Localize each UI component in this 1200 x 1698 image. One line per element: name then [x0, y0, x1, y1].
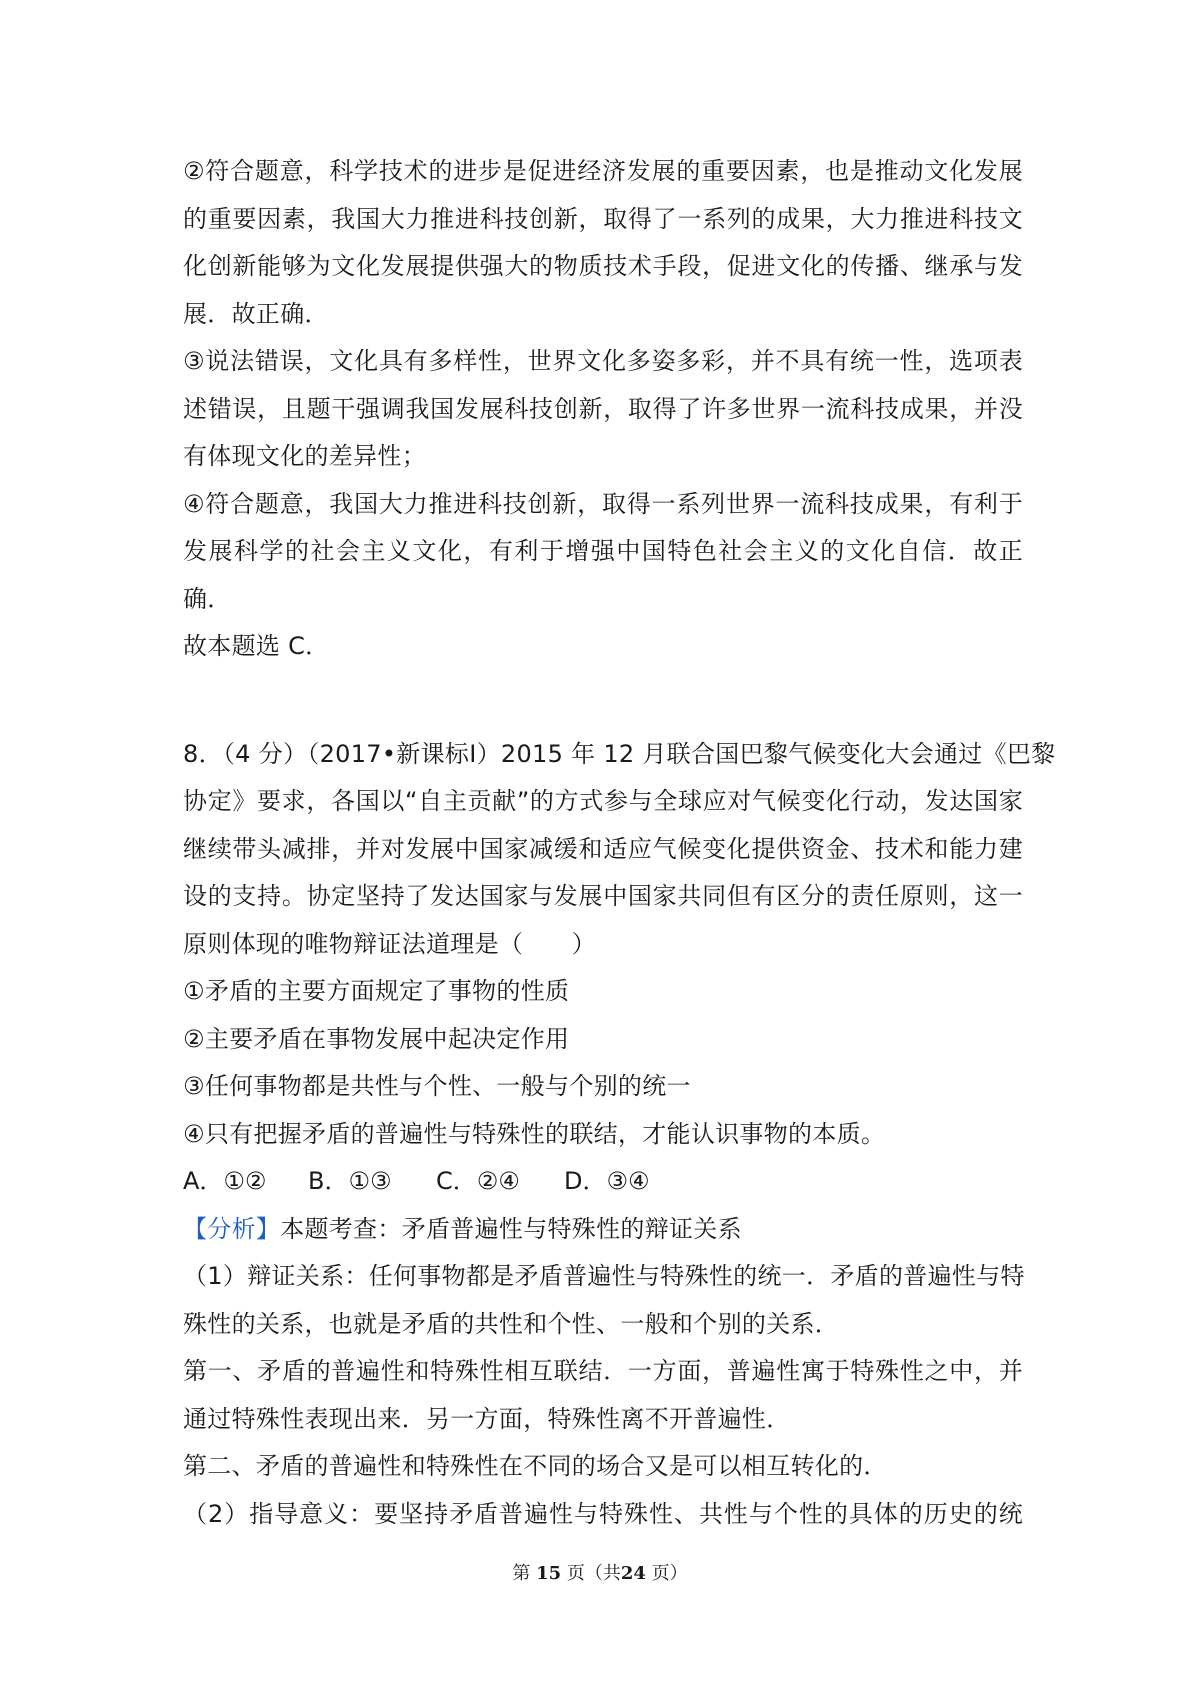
question-stem-line: 设的支持。协定坚持了发达国家与发展中国家共同但有区分的责任原则，这一 [183, 882, 1023, 910]
statement-2: ②主要矛盾在事物发展中起决定作用 [183, 1024, 570, 1053]
question-stem-line: 8．（4 分）（2017•新课标Ⅰ）2015 年 12 月联合国巴黎气候变化大会通过《巴黎 [183, 739, 1056, 768]
statement-4: ④只有把握矛盾的普遍性与特殊性的联结，才能认识事物的本质。 [183, 1119, 886, 1148]
question-stem-line: 继续带头减排，并对发展中国家减缓和适应气候变化提供资金、技术和能力建 [183, 834, 1023, 863]
analysis-line: （2）指导意义：要坚持矛盾普遍性与特殊性、共性与个性的具体的历史的统 [183, 1499, 1023, 1528]
analysis-line: （1）辩证关系：任何事物都是矛盾普遍性与特殊性的统一．矛盾的普遍性与特 [183, 1262, 1025, 1290]
question-stem-line: 原则体现的唯物辩证法道理是（ ） [183, 929, 597, 958]
analysis-heading-line [183, 1206, 1023, 1254]
statement-3: ③任何事物都是共性与个性、一般与个别的统一 [183, 1072, 691, 1100]
answer-line: 展．故正确． [183, 299, 329, 328]
footer-prefix: 第 [512, 1563, 531, 1584]
question-8-block [183, 731, 1056, 1206]
page-footer [0, 1560, 1200, 1588]
page-content [183, 148, 1056, 1538]
footer-suffix: 页） [651, 1563, 688, 1584]
section-gap [183, 671, 1023, 731]
analysis-line: 殊性的关系，也就是矛盾的共性和个性、一般和个别的关系． [183, 1309, 840, 1338]
question-stem-line: 协定》要求，各国以“自主贡献”的方式参与全球应对气候变化行动，发达国家 [183, 787, 1023, 815]
option-b: B．①③ [308, 1167, 392, 1195]
analysis-intro: 本题考查：矛盾普遍性与特殊性的辩证关系 [280, 1214, 742, 1243]
analysis-tag: 【分析】 [183, 1214, 281, 1243]
analysis-line: 第一、矛盾的普遍性和特殊性相互联结．一方面，普遍性寓于特殊性之中，并 [183, 1357, 1023, 1385]
answer-line: ④符合题意，我国大力推进科技创新，取得一系列世界一流科技成果，有利于 [183, 489, 1023, 518]
answer-line: 有体现文化的差异性； [183, 442, 426, 470]
answer-line: 化创新能够为文化发展提供强大的物质技术手段，促进文化的传播、继承与发 [183, 252, 1023, 280]
answer-line: 述错误，且题干强调我国发展科技创新，取得了许多世界一流科技成果，并没 [183, 394, 1023, 423]
footer-middle: 页（共 [566, 1563, 621, 1584]
answer-line: 确． [183, 584, 232, 613]
answer-line: 发展科学的社会主义文化，有利于增强中国特色社会主义的文化自信．故正 [183, 537, 1023, 565]
option-d: D．③④ [564, 1167, 650, 1195]
previous-answer-block [183, 148, 1023, 671]
answer-conclusion: 故本题选 C． [183, 632, 330, 660]
analysis-line: 通过特殊性表现出来．另一方面，特殊性离不开普遍性． [183, 1404, 791, 1433]
analysis-line: 第二、矛盾的普遍性和特殊性在不同的场合又是可以相互转化的． [183, 1452, 888, 1480]
answer-line: ②符合题意，科学技术的进步是促进经济发展的重要因素，也是推动文化发展 [183, 157, 1023, 185]
analysis-block [183, 1206, 1023, 1539]
answer-line: 的重要因素，我国大力推进科技创新，取得了一系列的成果，大力推进科技文 [183, 204, 1023, 233]
answer-line: ③说法错误，文化具有多样性，世界文化多姿多彩，并不具有统一性，选项表 [183, 347, 1023, 375]
answer-options [183, 1158, 1023, 1206]
option-a: A．①② [183, 1167, 267, 1195]
option-c: C．②④ [436, 1167, 520, 1195]
statement-1: ①矛盾的主要方面规定了事物的性质 [183, 977, 570, 1005]
footer-page-number: 15 [536, 1563, 562, 1584]
footer-total-pages: 24 [620, 1563, 646, 1584]
